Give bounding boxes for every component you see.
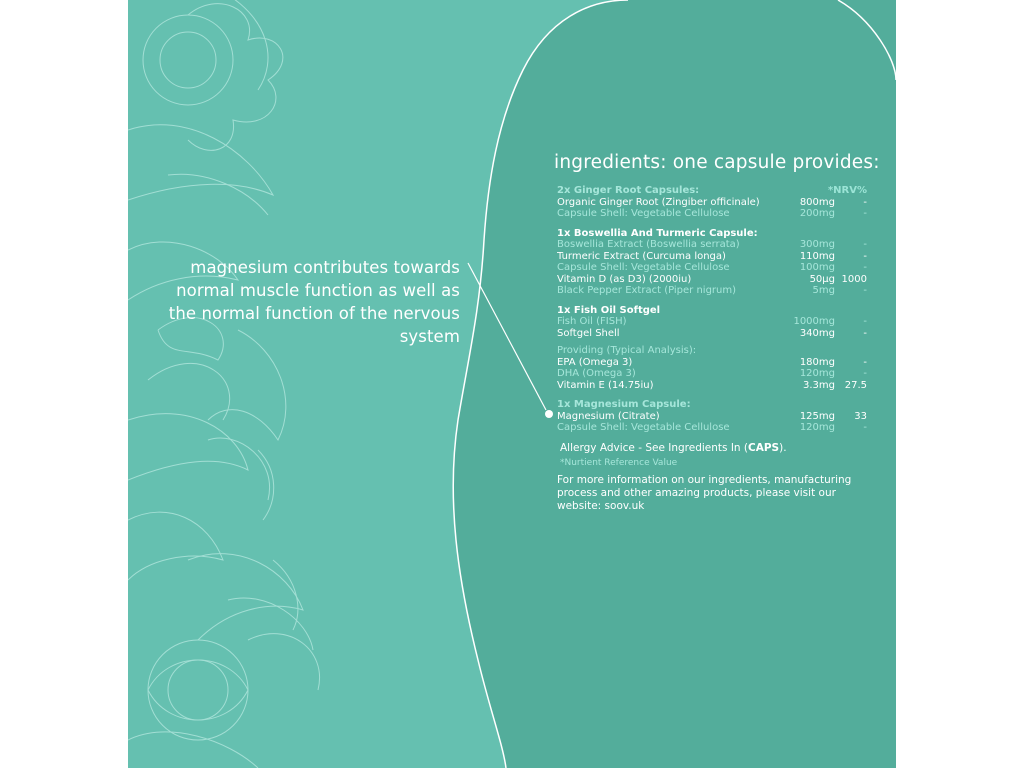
nrv-footnote: *Nurtient Reference Value [560,458,678,468]
ingredient-row: Organic Ginger Root (Zingiber officinale) 800mg - [557,196,867,208]
ingredient-row: Vitamin E (14.75iu) 3.3mg 27.5 [557,379,867,391]
product-panel [128,0,896,768]
magnesium-tagline: magnesium contributes towards normal muscle function as well as the normal function of the nervous system [168,258,460,346]
section-title: 1x Fish Oil Softgel [557,304,661,316]
ingredient-row: Capsule Shell: Vegetable Cellulose 100mg - [557,262,867,273]
more-info-text: For more information on our ingredients, manufacturing process and other amazing products, please visit our website: soov.uk [557,474,852,512]
ingredient-row: Boswellia Extract (Boswellia serrata) 300mg - [557,239,867,250]
ingredient-row: Capsule Shell: Vegetable Cellulose 200mg - [557,208,867,219]
ingredients-heading: ingredients: one capsule provides: [554,152,880,173]
allergy-advice: Allergy Advice - See Ingredients In (CAPS). [560,442,787,454]
ingredient-row: Softgel Shell 340mg - [557,327,867,339]
ingredient-row: Magnesium (Citrate) 125mg 33 [557,410,867,422]
nrv-header: *NRV% [827,185,867,196]
section-title: 2x Ginger Root Capsules: *NRV% [557,185,867,196]
pointer-dot [545,410,553,418]
analysis-subtitle: Providing (Typical Analysis): [557,345,697,356]
ingredient-row: EPA (Omega 3) 180mg - [557,356,867,368]
ingredient-row: Vitamin D (as D3) (2000iu) 50µg 1000 [557,273,867,285]
ingredients-table [557,185,867,434]
ingredient-row: Black Pepper Extract (Piper nigrum) 5mg - [557,285,867,296]
ingredient-row: DHA (Omega 3) 120mg - [557,368,867,379]
section-title: 1x Magnesium Capsule: [557,399,691,410]
ingredient-row: Turmeric Extract (Curcuma longa) 110mg - [557,250,867,262]
ingredient-row: Capsule Shell: Vegetable Cellulose 120mg - [557,422,867,433]
ingredient-row: Fish Oil (FISH) 1000mg - [557,316,867,327]
section-title: 1x Boswellia And Turmeric Capsule: [557,227,758,239]
